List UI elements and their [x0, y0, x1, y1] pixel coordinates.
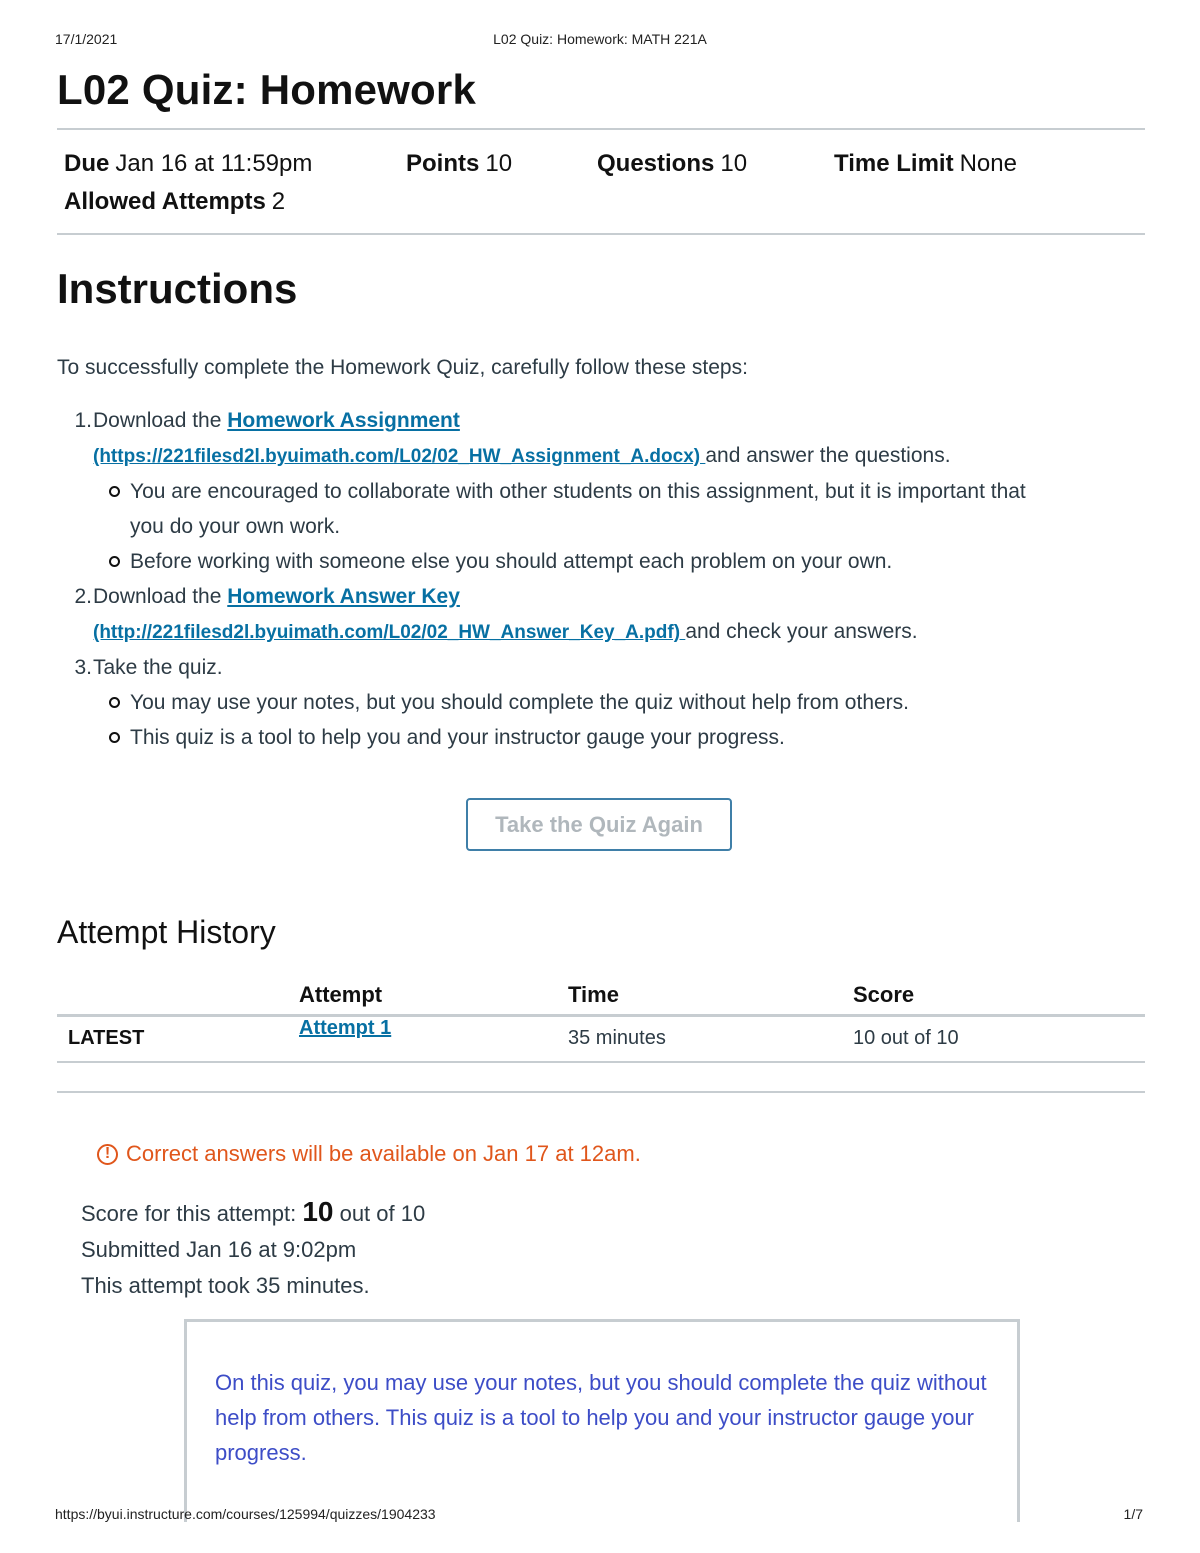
score-line — [81, 1194, 425, 1232]
list-item — [57, 720, 1145, 755]
score-info — [81, 1194, 425, 1304]
step-2-cont — [57, 614, 1145, 650]
step-2 — [57, 579, 1145, 614]
correct-answers-notice — [97, 1141, 641, 1167]
attempt-score: 10 out of 10 — [853, 1027, 959, 1049]
column-header-score: Score — [853, 982, 915, 1007]
bullet-text: This quiz is a tool to help you and your instructor gauge your progress. — [130, 726, 785, 749]
notice-text: Correct answers will be available on Jan 17 at 12am. — [126, 1141, 641, 1166]
quiz-points — [406, 150, 512, 178]
due-label: Due — [64, 150, 110, 177]
print-header — [0, 31, 1200, 51]
page-number: 1/7 — [1123, 1506, 1143, 1522]
points-value: 10 — [485, 150, 513, 177]
attempt-1-link[interactable]: Attempt 1 — [299, 1017, 392, 1039]
points-label: Points — [406, 150, 480, 177]
print-date: 17/1/2021 — [55, 31, 118, 47]
step-number: 1. — [74, 409, 92, 432]
quiz-comment-text: On this quiz, you may use your notes, but you should complete the quiz without help from others. This quiz is a tool to help you and your instructor gauge your progress. — [215, 1370, 987, 1465]
list-item — [57, 544, 1145, 579]
attempt-duration: This attempt took 35 minutes. — [81, 1273, 370, 1298]
step-number: 3. — [74, 656, 92, 679]
questions-value: 10 — [720, 150, 748, 177]
table-row — [57, 1017, 1145, 1063]
list-item — [57, 474, 1145, 509]
step-text: and answer the questions. — [705, 444, 951, 467]
homework-assignment-link[interactable]: Homework Assignment — [227, 409, 460, 432]
step-1 — [57, 403, 1145, 438]
attempts-label: Allowed Attempts — [64, 188, 266, 215]
questions-label: Questions — [597, 150, 715, 177]
quiz-questions — [597, 150, 747, 178]
instructions-intro: To successfully complete the Homework Quiz, carefully follow these steps: — [57, 356, 748, 379]
due-value: Jan 16 at 11:59pm — [115, 150, 313, 177]
attempt-time: 35 minutes — [568, 1027, 666, 1049]
bullet-text: Before working with someone else you should attempt each problem on your own. — [130, 550, 893, 573]
step-3 — [57, 650, 1145, 685]
submitted-time: Submitted Jan 16 at 9:02pm — [81, 1237, 357, 1262]
bullet-text: You may use your notes, but you should complete the quiz without help from others. — [130, 691, 910, 714]
score-value: 10 — [302, 1196, 334, 1227]
score-label: Score for this attempt: — [81, 1201, 303, 1226]
print-title: L02 Quiz: Homework: MATH 221A — [493, 31, 707, 47]
list-item — [57, 685, 1145, 720]
list-item-cont — [57, 509, 1145, 544]
table-header — [57, 978, 1145, 1017]
print-url: https://byui.instructure.com/courses/125994/quizzes/1904233 — [55, 1506, 436, 1522]
step-1-cont — [57, 438, 1145, 474]
divider — [57, 1091, 1145, 1093]
step-text: Take the quiz. — [93, 656, 223, 679]
bullet-icon — [109, 556, 120, 567]
time-limit-label: Time Limit — [834, 150, 954, 177]
quiz-allowed-attempts — [64, 188, 285, 216]
bullet-icon — [109, 732, 120, 743]
bullet-icon — [109, 697, 120, 708]
homework-answer-key-url-link[interactable]: (http://221filesd2l.byuimath.com/L02/02_HW_Answer_Key_A.pdf) — [93, 622, 686, 643]
quiz-comment-box — [184, 1319, 1020, 1522]
bullet-text: you do your own work. — [130, 515, 341, 538]
instructions-heading: Instructions — [57, 265, 298, 312]
attempt-history-heading: Attempt History — [57, 914, 276, 950]
divider — [57, 128, 1145, 130]
take-quiz-again-button[interactable]: Take the Quiz Again — [466, 798, 732, 851]
column-header-attempt: Attempt — [299, 982, 383, 1007]
take-quiz-wrap — [466, 798, 732, 851]
quiz-time-limit — [834, 150, 1017, 178]
attempts-value: 2 — [271, 188, 286, 215]
time-limit-value: None — [959, 150, 1017, 177]
column-header-time: Time — [568, 982, 619, 1007]
latest-label: LATEST — [68, 1027, 145, 1049]
homework-answer-key-link[interactable]: Homework Answer Key — [227, 585, 460, 608]
step-number: 2. — [74, 585, 92, 608]
instructions-steps — [57, 403, 1145, 755]
page-title: L02 Quiz: Homework — [57, 66, 477, 113]
bullet-icon — [109, 486, 120, 497]
score-suffix: out of 10 — [333, 1201, 426, 1226]
quiz-due — [64, 150, 312, 178]
step-text: and check your answers. — [685, 620, 918, 643]
homework-assignment-url-link[interactable]: (https://221filesd2l.byuimath.com/L02/02_HW_Assignment_A.docx) — [93, 446, 706, 467]
step-text: Download the — [93, 409, 228, 432]
warning-icon: ! — [97, 1144, 118, 1165]
attempt-history-table — [57, 978, 1145, 1063]
divider — [57, 233, 1145, 235]
step-text: Download the — [93, 585, 228, 608]
bullet-text: You are encouraged to collaborate with other students on this assignment, but it is important that — [130, 480, 1026, 503]
